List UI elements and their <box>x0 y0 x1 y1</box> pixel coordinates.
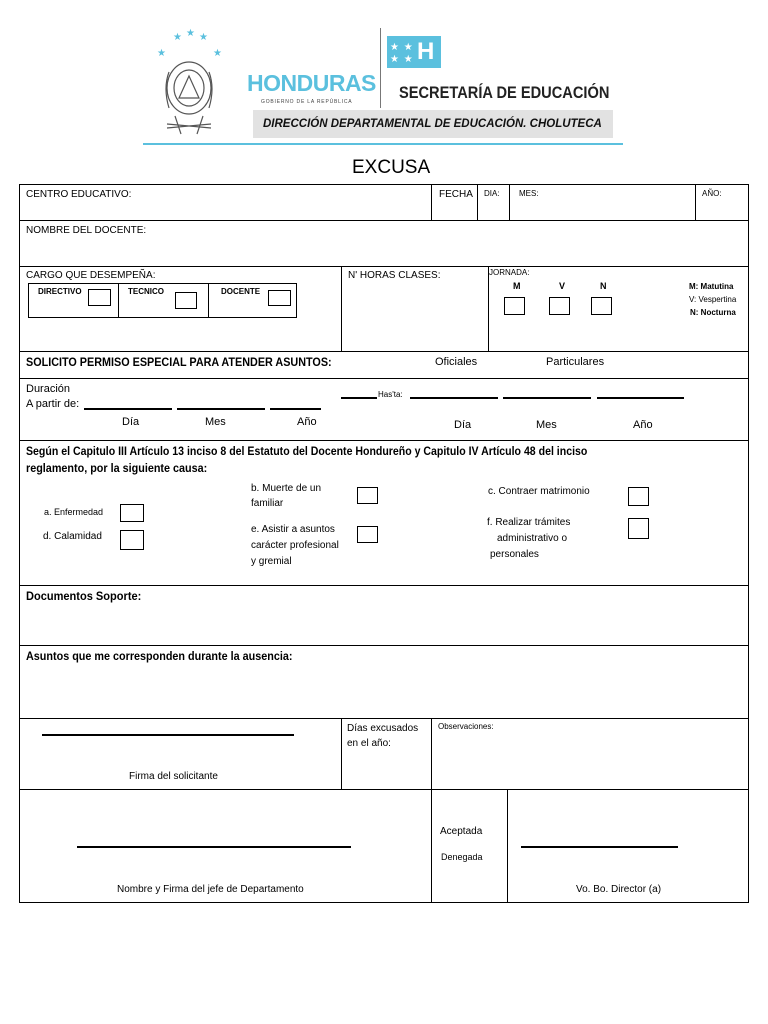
desde-mes-line[interactable] <box>177 408 265 410</box>
director-firma-line[interactable] <box>521 846 678 848</box>
causa-f-label-1: f. Realizar trámites <box>487 517 571 528</box>
causa-d-label: d. Calamidad <box>43 531 102 542</box>
causa-e-label-1: e. Asistir a asuntos <box>251 524 335 535</box>
directivo-label: DIRECTIVO <box>38 287 82 296</box>
svg-text:★: ★ <box>186 28 195 39</box>
svg-text:★: ★ <box>157 48 166 59</box>
causa-e-label-3: y gremial <box>251 556 292 567</box>
firma-solicitante-line[interactable] <box>42 734 294 736</box>
jornada-v-checkbox[interactable] <box>549 297 570 315</box>
causa-e-label-2: carácter profesional <box>251 540 339 551</box>
jornada-m-label: M <box>513 281 521 291</box>
header-banner <box>143 26 623 146</box>
cargo-label: CARGO QUE DESEMPEÑA: <box>26 270 156 281</box>
observaciones-label: Observaciones: <box>438 722 494 731</box>
docente-checkbox[interactable] <box>268 290 291 306</box>
hasta-anio-caption: Año <box>633 419 653 431</box>
directivo-checkbox[interactable] <box>88 289 111 306</box>
nombre-docente-field[interactable] <box>20 221 748 265</box>
legend-matutina: M: Matutina <box>689 282 734 291</box>
horas-clases-label: N' HORAS CLASES: <box>348 270 441 281</box>
solicito-permiso-label: SOLICITO PERMISO ESPECIAL PARA ATENDER ASUNTOS: <box>26 355 332 369</box>
causa-d-checkbox[interactable] <box>120 530 144 550</box>
hasta-dia-line[interactable] <box>410 397 498 399</box>
a-partir-label: A partir de: <box>26 398 80 410</box>
jornada-v-label: V <box>559 281 566 291</box>
dia-label: DIA: <box>484 189 500 198</box>
h-logo-icon: ★ ★ ★ ★ H <box>387 36 441 68</box>
svg-text:★: ★ <box>199 32 208 43</box>
causa-e-checkbox[interactable] <box>357 526 378 543</box>
hasta-anio-line[interactable] <box>597 397 684 399</box>
firma-jefe-caption: Nombre y Firma del jefe de Departamento <box>117 884 304 895</box>
fecha-label: FECHA <box>439 189 473 200</box>
causa-f-label-2: administrativo o <box>497 533 568 544</box>
documentos-soporte-field[interactable] <box>20 586 748 644</box>
desde-dia-caption: Día <box>122 416 140 428</box>
oficiales-option[interactable]: Oficiales <box>435 356 478 368</box>
duracion-label: Duración <box>26 383 71 395</box>
aceptada-option[interactable]: Aceptada <box>440 826 483 837</box>
desde-anio-line[interactable] <box>270 408 321 410</box>
nombre-docente-label: NOMBRE DEL DOCENTE: <box>26 225 147 236</box>
hasta-label: Has'ta: <box>378 390 403 399</box>
coat-of-arms-icon <box>153 28 225 140</box>
causa-c-label: c. Contraer matrimonio <box>488 486 590 497</box>
causa-f-label-3: personales <box>490 549 539 560</box>
estatuto-text-line2: reglamento, por la siguiente causa: <box>26 461 208 475</box>
svg-text:★: ★ <box>173 32 182 43</box>
asuntos-ausencia-field[interactable] <box>20 646 748 717</box>
particulares-option[interactable]: Particulares <box>546 356 605 368</box>
desde-anio-caption: Año <box>297 416 317 428</box>
country-name: HONDURAS <box>247 70 376 96</box>
legend-vespertina: V: Vespertina <box>689 295 737 304</box>
causa-f-checkbox[interactable] <box>628 518 649 539</box>
hasta-lead-line <box>341 397 377 399</box>
observaciones-field[interactable] <box>432 719 748 788</box>
jornada-m-checkbox[interactable] <box>504 297 525 315</box>
centro-educativo-field[interactable] <box>20 185 430 219</box>
director-caption: Vo. Bo. Director (a) <box>576 884 662 895</box>
firma-solicitante-caption: Firma del solicitante <box>129 771 218 782</box>
jornada-label: JORNADA: <box>489 268 530 277</box>
firma-jefe-line[interactable] <box>77 846 351 848</box>
documentos-soporte-label: Documentos Soporte: <box>26 589 142 603</box>
causa-b-label-2: familiar <box>251 498 284 509</box>
causa-c-checkbox[interactable] <box>628 487 649 506</box>
mes-label: MES: <box>519 189 539 198</box>
tecnico-label: TECNICO <box>128 287 164 296</box>
causa-a-label: a. Enfermedad <box>44 507 104 517</box>
legend-nocturna: N: Nocturna <box>690 308 736 317</box>
centro-educativo-label: CENTRO EDUCATIVO: <box>26 189 132 200</box>
tecnico-checkbox[interactable] <box>175 292 197 309</box>
asuntos-ausencia-label: Asuntos que me corresponden durante la ausencia: <box>26 649 293 663</box>
hasta-mes-line[interactable] <box>503 397 591 399</box>
hasta-dia-caption: Día <box>454 419 472 431</box>
secretaria-title: SECRETARÍA DE EDUCACIÓN <box>399 83 610 102</box>
anio-label: AÑO: <box>702 189 722 198</box>
country-subtitle: GOBIERNO DE LA REPÚBLICA <box>261 99 353 105</box>
causa-a-checkbox[interactable] <box>120 504 144 522</box>
causa-b-label-1: b. Muerte de un <box>251 483 322 494</box>
jornada-n-label: N <box>600 281 607 291</box>
direccion-title: DIRECCIÓN DEPARTAMENTAL DE EDUCACIÓN. CHOLUTECA <box>263 118 602 130</box>
estatuto-text-line1: Según el Capitulo III Artículo 13 inciso 8 del Estatuto del Docente Hondureño y Capitulo IV Artículo 48 del inciso <box>26 444 588 458</box>
header-underline <box>143 143 623 145</box>
desde-mes-caption: Mes <box>205 416 226 428</box>
header-divider <box>380 28 381 108</box>
denegada-option[interactable]: Denegada <box>441 852 483 862</box>
jornada-n-checkbox[interactable] <box>591 297 612 315</box>
svg-text:★: ★ <box>213 48 222 59</box>
hasta-mes-caption: Mes <box>536 419 557 431</box>
docente-label: DOCENTE <box>221 287 261 296</box>
dias-excusados-label-2: en el año: <box>347 738 391 749</box>
causa-b-checkbox[interactable] <box>357 487 378 504</box>
form-title: EXCUSA <box>352 157 431 178</box>
dias-excusados-label-1: Días excusados <box>347 723 419 734</box>
desde-dia-line[interactable] <box>84 408 172 410</box>
